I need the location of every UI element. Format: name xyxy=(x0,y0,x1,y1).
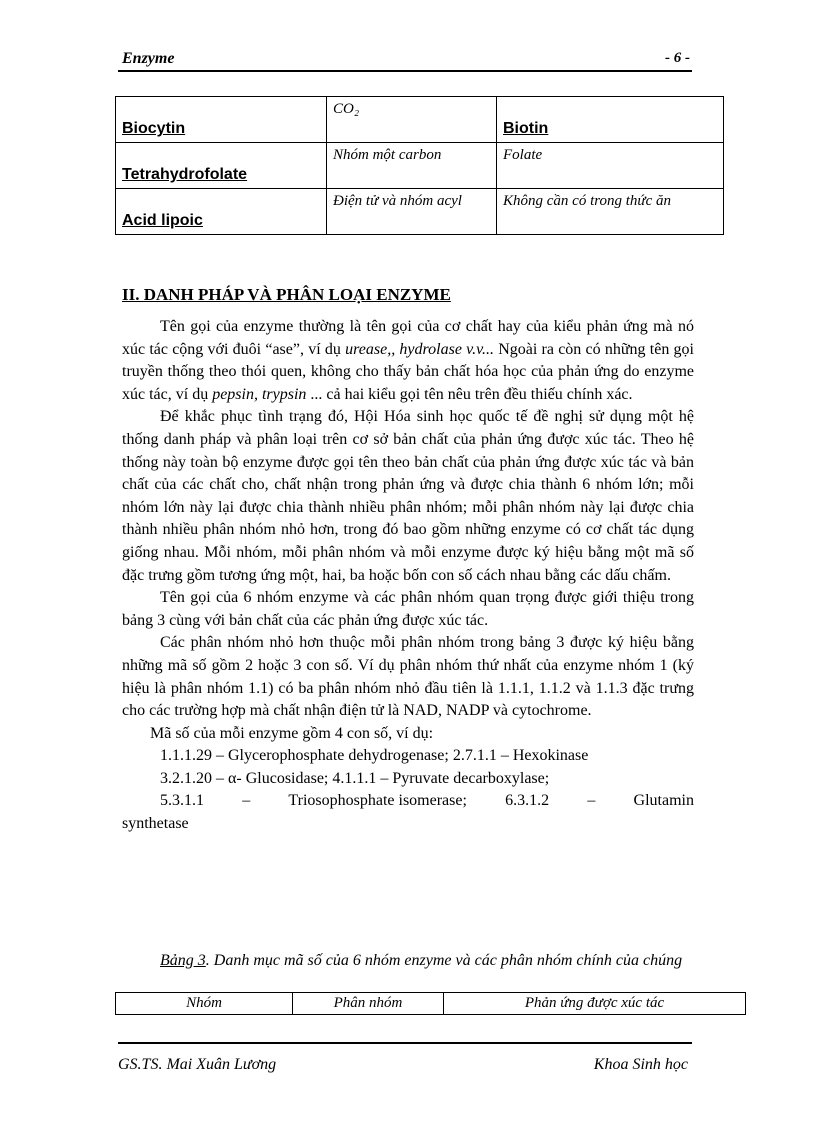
cofactor-table xyxy=(115,96,724,235)
table-row xyxy=(116,143,724,189)
group-cell: Điện tử và nhóm acyl xyxy=(327,189,497,235)
page-number: - 6 - xyxy=(665,50,690,66)
example-line-3-continued: synthetase xyxy=(122,815,189,833)
example-line-3: 5.3.1.1 – Triosophosphate isomerase; 6.3.1.2 – Glutamin xyxy=(160,792,694,810)
col-group-header: Nhóm xyxy=(116,993,293,1015)
footer-author: GS.TS. Mai Xuân Lương xyxy=(118,1056,277,1073)
coenzyme-cell: Biocytin xyxy=(116,97,327,143)
caption-text: . Danh mục mã số của 6 nhóm enzyme và các phân nhóm chính của chúng xyxy=(205,952,683,969)
body-text xyxy=(122,316,694,836)
paragraph-1: Tên gọi của enzyme thường là tên gọi của cơ chất hay của kiểu phản ứng mà nó xúc tác cộng với đuôi “ase”, ví dụ urease,, hydrolase v.v... Ngoài ra còn có những tên gọi truyền thống theo thói quen, không cho thấy bản chất hóa học của phản ứng do enzyme xúc tác, ví dụ pepsin, trypsin ... cả hai kiểu gọi tên nêu trên đều thiếu chính xác. xyxy=(122,318,694,403)
section-title: II. DANH PHÁP VÀ PHÂN LOẠI ENZYME xyxy=(122,285,451,304)
groups-table xyxy=(115,992,746,1015)
page-header xyxy=(118,48,692,72)
page-footer xyxy=(118,1042,692,1073)
paragraph-4: Các phân nhóm nhỏ hơn thuộc mỗi phân nhóm trong bảng 3 được ký hiệu bằng những mã số gồm 2 hoặc 3 con số. Ví dụ phân nhóm thứ nhất của enzyme nhóm 1 (ký hiệu là phân nhóm 1.1) có ba phân nhóm nhỏ đầu tiên là 1.1.1, 1.1.2 và 1.1.3 đặc trưng cho các trường hợp mà chất nhận điện tử là NAD, NADP và cytochrome. xyxy=(122,634,694,720)
group-cell: CO₂ xyxy=(327,97,497,143)
col-reaction-header: Phản ứng được xúc tác xyxy=(444,993,746,1015)
table-caption xyxy=(122,950,694,972)
group-cell: Nhóm một carbon xyxy=(327,143,497,189)
paragraph-2: Để khắc phục tình trạng đó, Hội Hóa sinh học quốc tế đề nghị sử dụng một hệ thống danh pháp và phân loại trên cơ sở bản chất của phản ứng được xúc tác. Theo hệ thống này toàn bộ enzyme được gọi tên theo bản chất của phản ứng được xúc tác và bản chất của các chất cho, chất nhận trong phản ứng và được chia thành 6 nhóm lớn; mỗi nhóm lớn này lại được chia thành nhiều phân nhóm; mỗi phân nhóm này lại được chia thành nhiều phân nhóm nhỏ hơn, trong đó bao gồm những enzyme có cơ chất tác dụng giống nhau. Mỗi nhóm, mỗi phân nhóm và mỗi enzyme được ký hiệu bằng một mã số đặc trưng gồm tương ứng một, hai, ba hoặc bốn con số cách nhau bằng các dấu chấm. xyxy=(122,408,694,584)
col-subgroup-header: Phân nhóm xyxy=(293,993,444,1015)
caption-label: Bảng 3 xyxy=(160,952,206,969)
header-title: Enzyme xyxy=(122,50,175,67)
footer-department: Khoa Sinh học xyxy=(593,1056,688,1073)
table-header-row xyxy=(116,993,746,1015)
coenzyme-cell: Tetrahydrofolate xyxy=(116,143,327,189)
table-row xyxy=(116,189,724,235)
example-line-2: 3.2.1.20 – α- Glucosidase; 4.1.1.1 – Pyruvate decarboxylase; xyxy=(160,769,550,787)
coenzyme-cell: Acid lipoic xyxy=(116,189,327,235)
vitamin-cell: Biotin xyxy=(497,97,724,143)
paragraph-5: Mã số của mỗi enzyme gồm 4 con số, ví dụ: xyxy=(150,724,434,742)
paragraph-3: Tên gọi của 6 nhóm enzyme và các phân nhóm quan trọng được giới thiệu trong bảng 3 cùng với bản chất của các phản ứng được xúc tác. xyxy=(122,589,694,629)
vitamin-cell: Không cần có trong thức ăn xyxy=(497,189,724,235)
example-line-1: 1.1.1.29 – Glycerophosphate dehydrogenase; 2.7.1.1 – Hexokinase xyxy=(160,747,589,765)
table-row xyxy=(116,97,724,143)
vitamin-cell: Folate xyxy=(497,143,724,189)
